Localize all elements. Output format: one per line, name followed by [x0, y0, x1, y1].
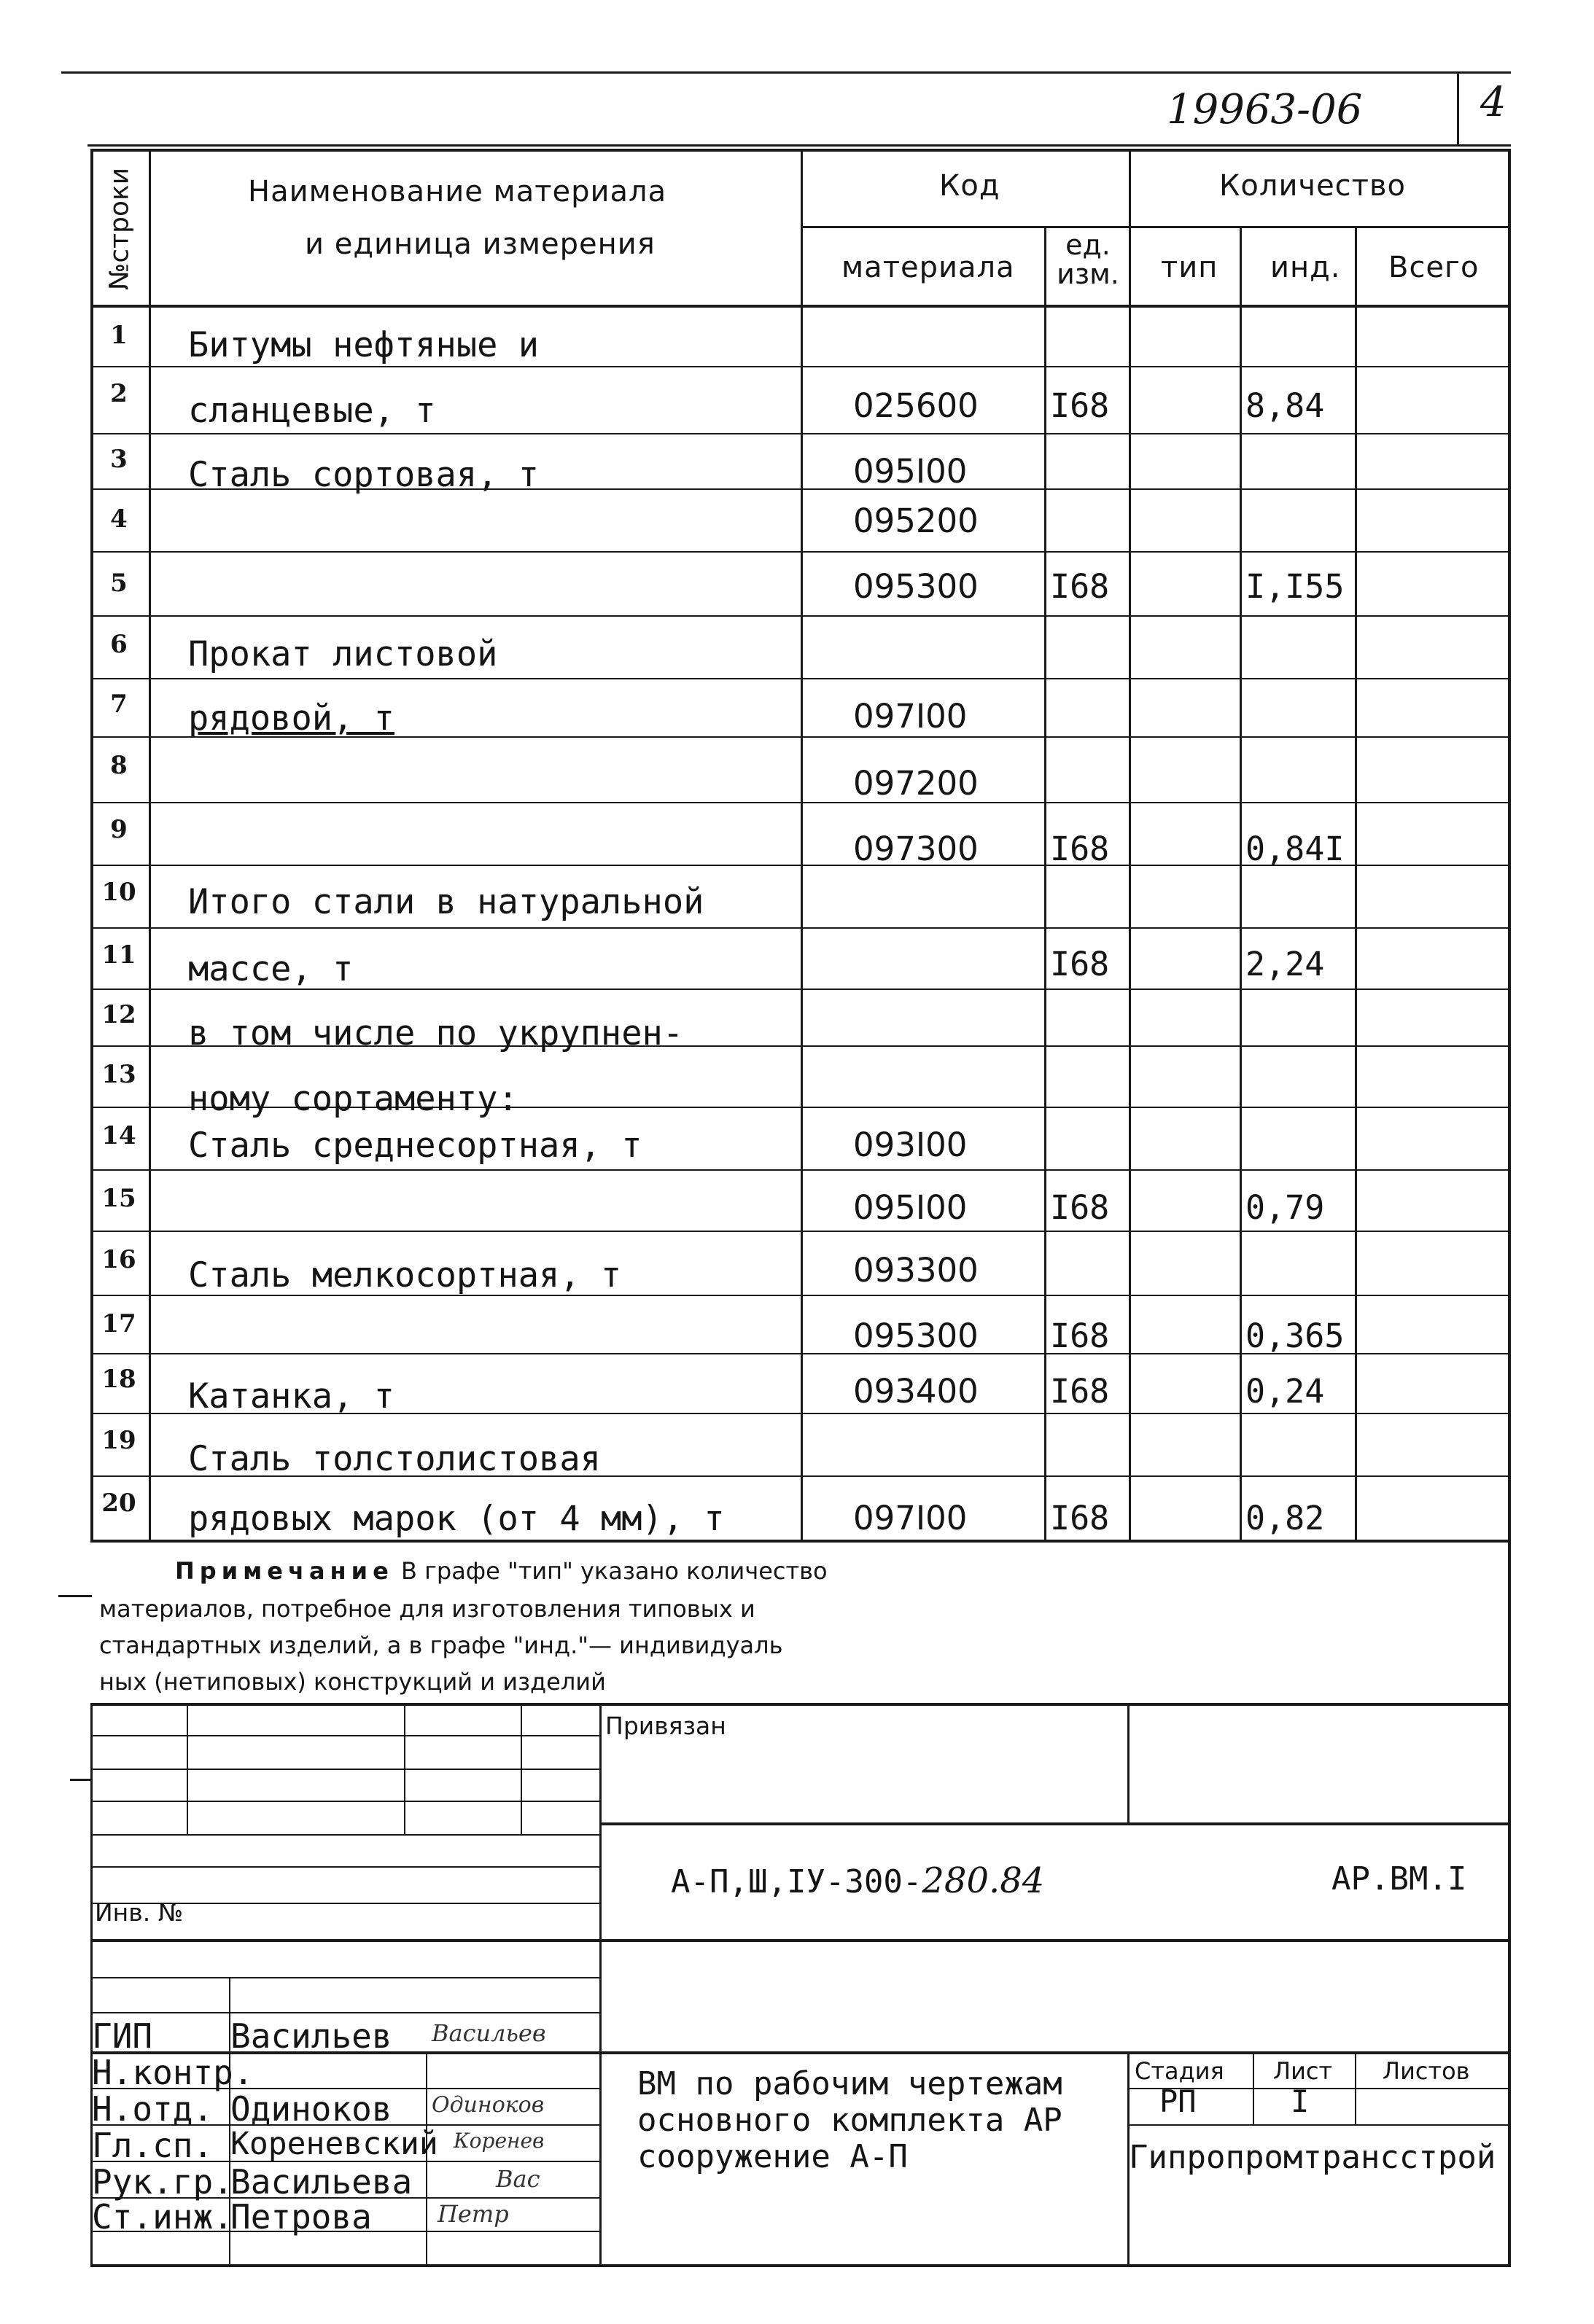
header-quantity: Количество [1219, 169, 1407, 203]
row-number: 15 [101, 1184, 136, 1213]
staff-role: Рук.гр. [92, 2162, 233, 2202]
staff-role: Н.контр. [92, 2053, 254, 2092]
sheet-label: Лист [1273, 2057, 1333, 2085]
note-line3: стандартных изделий, а в графе "инд."— индивидуаль [99, 1631, 783, 1659]
unit-code: I68 [1050, 386, 1110, 425]
material-name: Итого стали в натуральной [188, 882, 704, 922]
material-code: 093300 [853, 1251, 979, 1290]
qty-individual: 0,84I [1245, 830, 1345, 868]
material-code: 095I00 [853, 452, 968, 491]
material-name: Битумы нефтяные и [188, 325, 540, 365]
unit-code: I68 [1050, 945, 1110, 983]
stage-value: РП [1159, 2083, 1197, 2119]
sheet-corner-number: 4 [1480, 79, 1506, 126]
staff-name: Васильев [230, 2016, 392, 2056]
row-number: 17 [101, 1309, 136, 1338]
row-number: 11 [101, 940, 136, 970]
header-code-unit: ед. изм. [1057, 229, 1119, 290]
organization: Гипропромтрансстрой [1129, 2139, 1496, 2176]
unit-code: I68 [1050, 1188, 1110, 1227]
material-name: Сталь сортовая, т [188, 455, 540, 495]
qty-individual: 0,365 [1245, 1317, 1345, 1355]
header-qty-ind: инд. [1270, 251, 1341, 284]
top-rule [61, 71, 1511, 74]
row-number: 14 [101, 1121, 136, 1150]
row-number: 2 [110, 379, 128, 408]
sheet-value: I [1291, 2083, 1310, 2119]
row-number: 7 [110, 690, 128, 719]
material-code: 093I00 [853, 1126, 968, 1164]
staff-name: Васильева [230, 2162, 413, 2202]
drawing-title: ВМ по рабочим чертежам основного комплекта АР сооружение А-П [637, 2065, 1062, 2175]
staff-name: Одиноков [230, 2089, 392, 2129]
material-name: массе, т [188, 949, 354, 989]
staff-role: Гл.сп. [92, 2126, 214, 2165]
material-code: 097I00 [853, 697, 968, 736]
staff-role: Н.отд. [92, 2089, 214, 2129]
qty-individual: 0,82 [1245, 1499, 1325, 1537]
material-code: 095300 [853, 567, 979, 606]
unit-code: I68 [1050, 830, 1110, 868]
sheets-total-label: Листов [1383, 2057, 1470, 2085]
row-number: 20 [101, 1489, 136, 1518]
row-number-header: №строки [104, 167, 135, 291]
unit-code: I68 [1050, 1317, 1110, 1355]
qty-individual: 2,24 [1245, 945, 1325, 983]
header-name-line1: Наименование материала [248, 175, 667, 208]
row-number: 18 [101, 1365, 136, 1394]
material-name: Катанка, т [188, 1376, 394, 1416]
material-name: ному сортаменту: [188, 1079, 518, 1119]
staff-signature: Одиноков [432, 2092, 545, 2118]
qty-individual: 0,24 [1245, 1372, 1325, 1411]
row-number: 6 [110, 630, 128, 659]
staff-signature: Петр [438, 2200, 509, 2228]
staff-name: Кореневский [230, 2126, 438, 2162]
note-line2: материалов, потребное для изготовления типовых и [99, 1595, 755, 1623]
row-number: 19 [101, 1426, 136, 1455]
unit-code: I68 [1050, 567, 1110, 606]
material-name: в том числе по укрупнен- [188, 1013, 684, 1053]
material-code: 093400 [853, 1372, 979, 1411]
stage-label: Стадия [1135, 2057, 1224, 2085]
row-number: 4 [110, 504, 128, 534]
material-code: 097300 [853, 830, 979, 868]
row-number: 9 [110, 815, 128, 844]
material-code: 095300 [853, 1317, 979, 1355]
row-number: 13 [101, 1060, 136, 1089]
material-name: рядовой, т [188, 698, 394, 738]
material-name: Сталь мелкосортная, т [188, 1255, 622, 1295]
material-code: 097I00 [853, 1499, 968, 1537]
qty-individual: I,I55 [1245, 567, 1345, 606]
row-number: 3 [110, 445, 128, 474]
linked-label: Привязан [605, 1712, 726, 1740]
header-qty-type: тип [1161, 251, 1218, 284]
row-number: 10 [101, 878, 136, 907]
material-name: Сталь среднесортная, т [188, 1126, 642, 1166]
note-line1: Примечание В графе "тип" указано количество [175, 1557, 828, 1585]
material-code: 095200 [853, 502, 979, 540]
row-number: 5 [110, 569, 128, 598]
row-number: 1 [110, 321, 128, 350]
row-number: 12 [101, 1000, 136, 1029]
header-code-material: материала [841, 251, 1015, 284]
document-code: АР.ВМ.I [1331, 1860, 1467, 1898]
row-number: 8 [110, 751, 128, 780]
material-name: сланцевые, т [188, 391, 436, 431]
header-name-line2: и единица измерения [305, 227, 656, 261]
unit-code: I68 [1050, 1499, 1110, 1537]
staff-signature: Васильев [432, 2019, 546, 2047]
staff-signature: Коренев [454, 2129, 545, 2153]
project-code: А-П,Ш,IУ-300-280.84 [671, 1860, 1045, 1901]
staff-name: Петрова [230, 2197, 372, 2237]
material-name: рядовых марок (от 4 мм), т [188, 1499, 725, 1539]
note-line4: ных (нетиповых) конструкций и изделий [99, 1668, 606, 1696]
header-rule [88, 144, 1511, 147]
unit-code: I68 [1050, 1372, 1110, 1411]
material-name: Прокат листовой [188, 634, 498, 674]
corner-divider [1457, 71, 1459, 146]
qty-individual: 0,79 [1245, 1188, 1325, 1227]
header-qty-total: Всего [1388, 251, 1480, 284]
staff-role: Ст.инж. [92, 2197, 233, 2237]
document-number: 19963-06 [1167, 86, 1363, 133]
material-code: 025600 [853, 386, 979, 425]
row-number: 16 [101, 1245, 136, 1274]
staff-role: ГИП [92, 2016, 153, 2056]
material-name: Сталь толстолистовая [188, 1439, 601, 1479]
qty-individual: 8,84 [1245, 386, 1325, 425]
material-code: 097200 [853, 764, 979, 803]
inventory-number-label: Инв. № [95, 1898, 184, 1927]
staff-signature: Вас [496, 2165, 540, 2193]
material-code: 095I00 [853, 1188, 968, 1227]
header-code: Код [939, 169, 1000, 203]
